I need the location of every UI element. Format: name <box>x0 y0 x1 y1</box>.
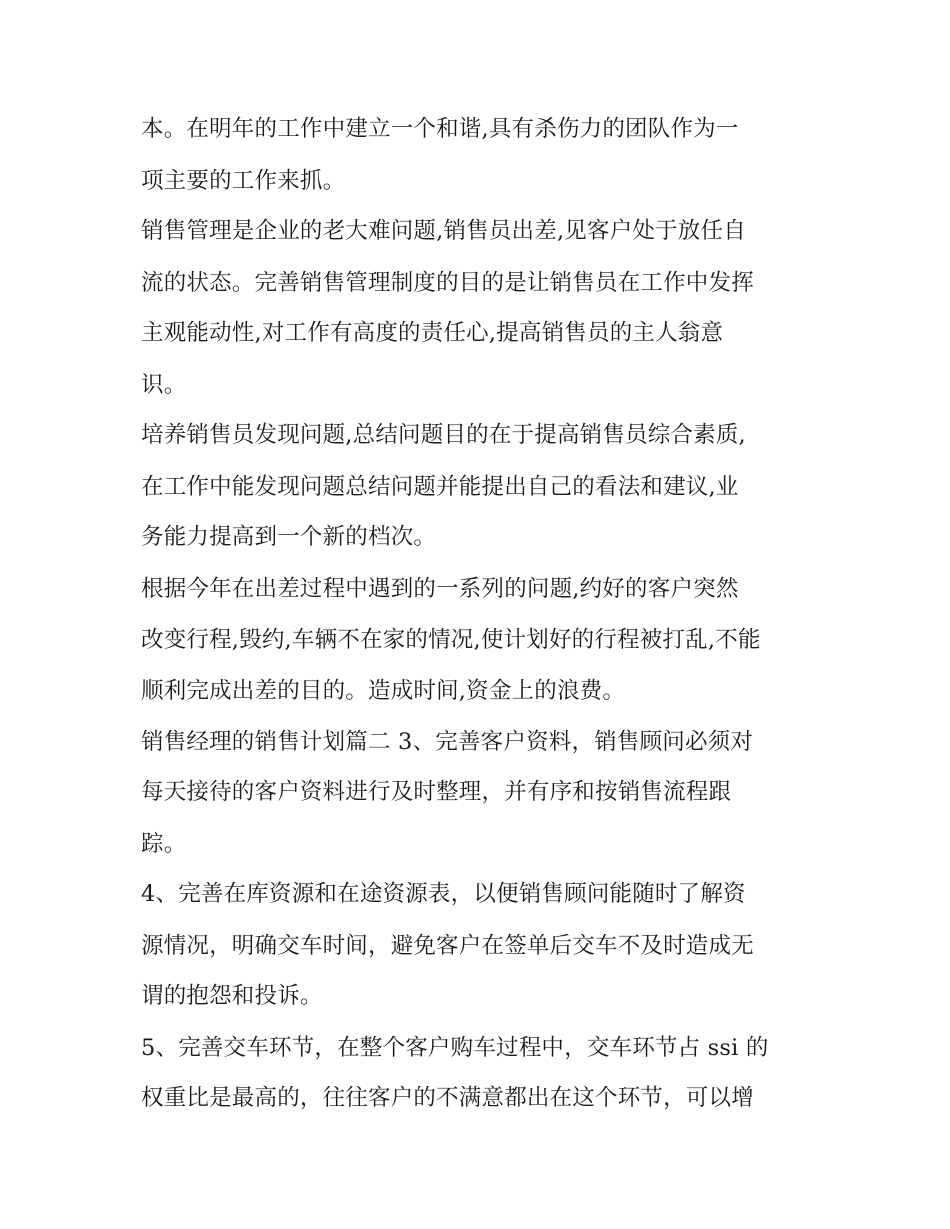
text-line: 培养销售员发现问题,总结问题目的在于提高销售员综合素质, <box>141 422 746 448</box>
text-line: 流的状态。完善销售管理制度的目的是让销售员在工作中发挥 <box>141 270 754 296</box>
text-line: 权重比是最高的，往往客户的不满意都出在这个环节，可以增 <box>141 1085 754 1111</box>
text-line: 改变行程,毁约,车辆不在家的情况,使计划好的行程被打乱,不能 <box>141 627 761 653</box>
text-line: 项主要的工作来抓。 <box>141 168 346 194</box>
text-line: 主观能动性,对工作有高度的责任心,提高销售员的主人翁意 <box>141 320 724 346</box>
text-line: 销售管理是企业的老大难问题,销售员出差,见客户处于放任自 <box>141 218 746 244</box>
text-line: 源情况，明确交车时间，避免客户在签单后交车不及时造成无 <box>141 933 754 959</box>
text-line: 本。在明年的工作中建立一个和谐,具有杀伤力的团队作为一 <box>141 116 739 142</box>
text-line: 顺利完成出差的目的。造成时间,资金上的浪费。 <box>141 678 626 704</box>
text-line: 在工作中能发现问题总结问题并能提出自己的看法和建议,业 <box>141 474 739 500</box>
text-line: 识。 <box>141 372 187 398</box>
text-line: 根据今年在出差过程中遇到的一系列的问题,约好的客户突然 <box>141 576 739 602</box>
text-line: 谓的抱怨和投诉。 <box>141 983 323 1009</box>
text-line: 5、完善交车环节，在整个客户购车过程中，交车环节占 ssi 的 <box>141 1035 769 1061</box>
text-line: 每天接待的客户资料进行及时整理，并有序和按销售流程跟 <box>141 779 732 805</box>
text-line: 销售经理的销售计划篇二 3、完善客户资料，销售顾问必须对 <box>141 729 754 755</box>
text-line: 4、完善在库资源和在途资源表，以便销售顾问能随时了解资 <box>141 881 746 907</box>
text-line: 务能力提高到一个新的档次。 <box>141 524 437 550</box>
text-line: 踪。 <box>141 831 187 857</box>
